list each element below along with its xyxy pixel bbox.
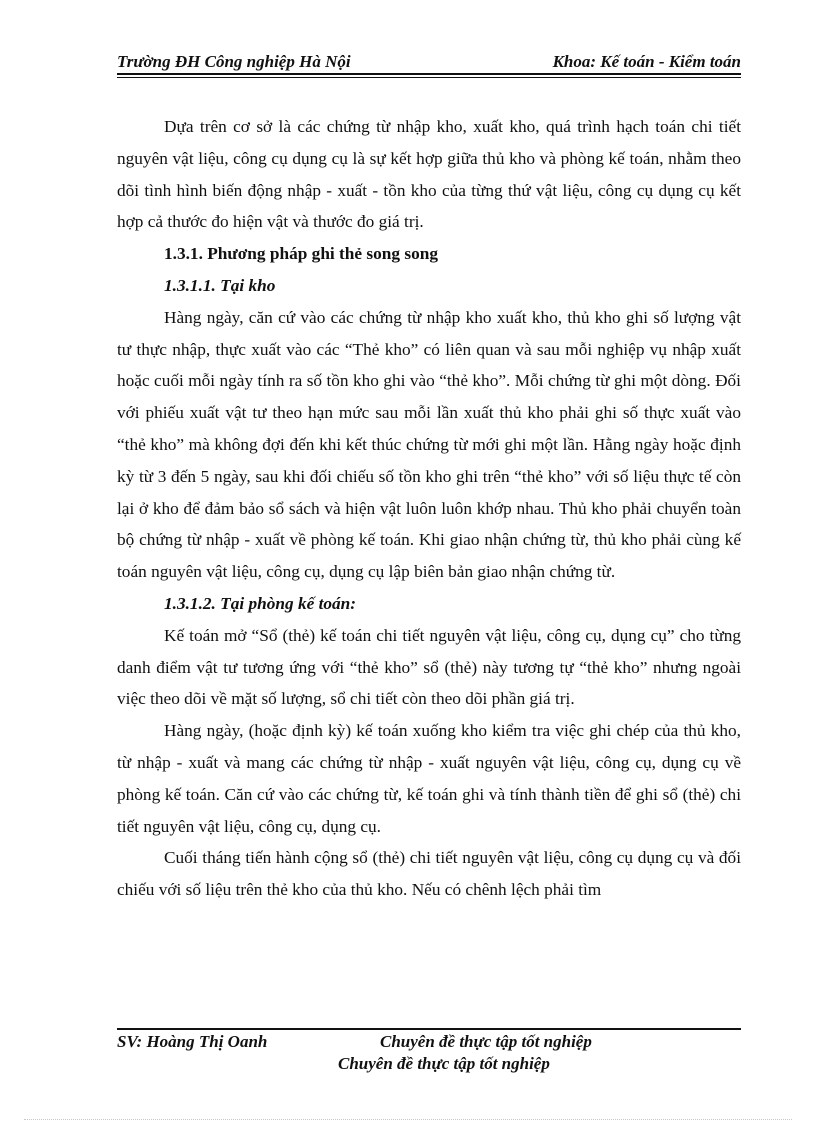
- header-school: Trường ĐH Công nghiệp Hà Nội: [117, 52, 351, 71]
- header-faculty: Khoa: Kế toán - Kiểm toán: [552, 52, 741, 71]
- header-rule-thin: [117, 77, 741, 78]
- header-rule: [117, 73, 741, 75]
- paragraph-warehouse: Hàng ngày, căn cứ vào các chứng từ nhập kho xuất kho, thủ kho ghi số lượng vật tư thực nhập, thực xuất vào các “Thẻ kho” có liên quan và sau mỗi nghiệp vụ nhập xuất hoặc cuối mỗi ngày tính ra số tồn kho ghi vào “thẻ kho”. Mỗi chứng từ ghi một dòng. Đối với phiếu xuất vật tư theo hạn mức sau mỗi lần xuất thủ kho phải ghi số thực xuất vào “thẻ kho” mà không đợi đến khi kết thúc chứng từ mới ghi một lần. Hằng ngày hoặc định kỳ từ 3 đến 5 ngày, sau khi đối chiếu số tồn kho ghi trên “thẻ kho” với số liệu thực tế còn lại ở kho để đảm bảo sổ sách và hiện vật luôn luôn khớp nhau. Thủ kho phải chuyển toàn bộ chứng từ nhập - xuất về phòng kế toán. Khi giao nhận chứng từ, thủ kho phải cùng kế toán nguyên vật liệu, công cụ, dụng cụ lập biên bản giao nhận chứng từ.: [117, 307, 741, 582]
- footer-title: Chuyên đề thực tập tốt nghiệp: [380, 1032, 592, 1051]
- footer-title-repeat: Chuyên đề thực tập tốt nghiệp: [338, 1054, 550, 1073]
- footer-rule: [117, 1028, 741, 1030]
- paragraph-month-end: Cuối tháng tiến hành cộng sổ (thẻ) chi tiết nguyên vật liệu, công cụ dụng cụ và đối chiếu với số liệu trên thẻ kho của thủ kho. Nếu có chênh lệch phải tìm: [117, 848, 741, 900]
- heading-1-3-1-2: 1.3.1.2. Tại phòng kế toán:: [164, 593, 357, 613]
- paragraph-accounting-ledger: Kế toán mở “Sổ (thẻ) kế toán chi tiết nguyên vật liệu, công cụ, dụng cụ” cho từng danh điểm vật tư tương ứng với “thẻ kho” sổ (thẻ) này tương tự “thẻ kho” nhưng ngoài việc theo dõi về mặt số lượng, sổ chi tiết còn theo dõi phần giá trị.: [117, 625, 741, 709]
- paragraph-intro: Dựa trên cơ sở là các chứng từ nhập kho, xuất kho, quá trình hạch toán chi tiết nguyên vật liệu, công cụ dụng cụ là sự kết hợp giữa thủ kho và phòng kế toán, nhằm theo dõi tình hình biến động nhập - xuất - tồn kho của từng thứ vật liệu, công cụ dụng cụ kết hợp cả thước đo hiện vật và thước đo giá trị.: [117, 117, 741, 232]
- footer-student: SV: Hoàng Thị Oanh: [117, 1032, 268, 1051]
- heading-1-3-1: 1.3.1. Phương pháp ghi thẻ song song: [164, 244, 438, 264]
- heading-1-3-1-1: 1.3.1.1. Tại kho: [164, 275, 276, 295]
- paragraph-daily-check: Hàng ngày, (hoặc định kỳ) kế toán xuống kho kiểm tra việc ghi chép của thủ kho, từ nhập - xuất và mang các chứng từ nhập - xuất nguyên vật liệu, công cụ, dụng cụ về phòng kế toán. Căn cứ vào các chứng từ, kế toán ghi và tính thành tiền để ghi sổ (thẻ) chi tiết nguyên vật liệu, công cụ, dụng cụ.: [117, 721, 741, 836]
- document-body: [117, 111, 741, 906]
- page-header: [117, 48, 741, 72]
- page-edge-divider: [24, 1119, 792, 1120]
